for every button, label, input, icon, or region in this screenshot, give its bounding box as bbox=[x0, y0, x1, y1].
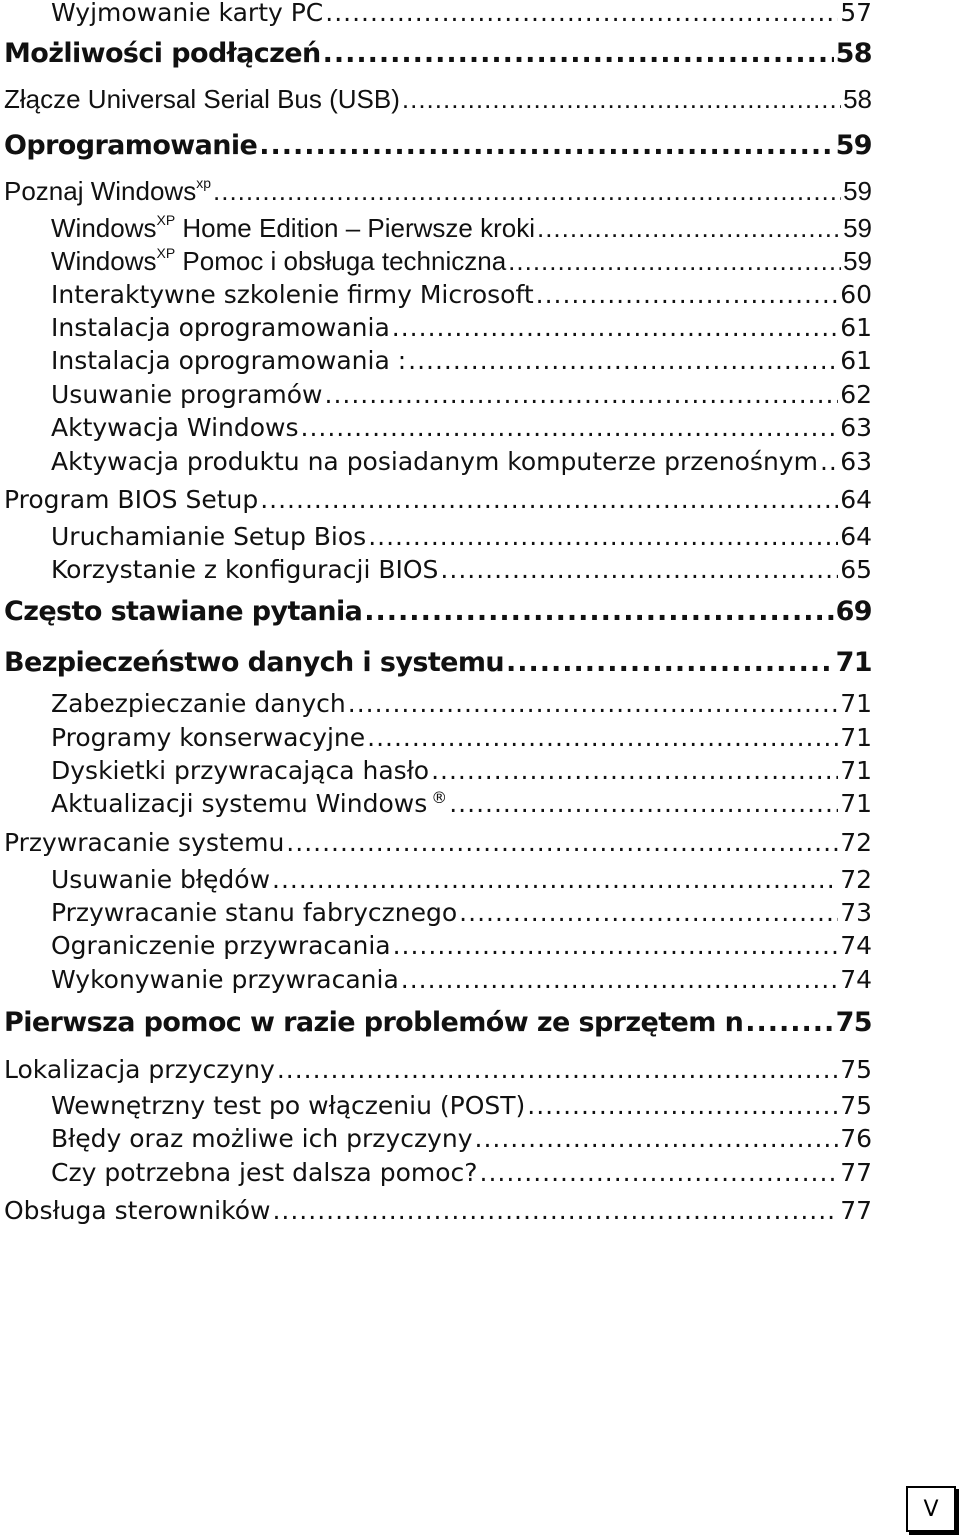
toc-entry[interactable] bbox=[0, 1126, 872, 1151]
toc-chapter-title: Pierwsza pomoc w razie problemów ze sprzętem n bbox=[4, 1007, 744, 1038]
toc-entry-title: Uruchamianie Setup Bios bbox=[51, 522, 367, 551]
dot-leader bbox=[408, 348, 838, 373]
toc-chapter[interactable] bbox=[0, 1009, 872, 1036]
toc-entry[interactable] bbox=[0, 449, 872, 474]
toc-entry-page: 63 bbox=[840, 413, 872, 442]
toc-entry[interactable] bbox=[0, 758, 872, 783]
toc-entry-page: 71 bbox=[840, 756, 872, 785]
registered-mark: ® bbox=[431, 787, 448, 807]
toc-chapter-page: 75 bbox=[835, 1007, 872, 1038]
toc-chapter-page: 71 bbox=[835, 647, 872, 678]
toc-section-page: 77 bbox=[840, 1196, 872, 1225]
dot-leader bbox=[213, 178, 841, 204]
toc-entry-title: Windows$^{XP}$ Pomoc i obsługa techniczna bbox=[51, 245, 507, 276]
toc-entry-title: Błędy oraz możliwe ich przyczyny bbox=[51, 1124, 473, 1153]
dot-leader bbox=[392, 315, 838, 340]
toc-entry[interactable] bbox=[0, 86, 872, 112]
dot-leader bbox=[480, 1160, 839, 1185]
dot-leader bbox=[393, 933, 839, 958]
superscript: XP bbox=[156, 212, 176, 229]
toc-section-page: 75 bbox=[840, 1055, 872, 1084]
dot-leader bbox=[325, 0, 838, 25]
toc-chapter-page: 59 bbox=[835, 130, 872, 161]
toc-entry-title: Złącze Universal Serial Bus (USB) bbox=[4, 84, 400, 114]
page-number-badge: V bbox=[906, 1486, 956, 1532]
toc-entry-page: 62 bbox=[840, 380, 872, 409]
toc-entry-page: 63 bbox=[840, 447, 872, 476]
dot-leader bbox=[277, 1057, 838, 1082]
toc-section-title: Lokalizacja przyczyny bbox=[4, 1055, 275, 1084]
toc-entry-title: Wyjmowanie karty PC bbox=[51, 0, 324, 27]
toc-chapter[interactable] bbox=[0, 649, 872, 676]
toc-entry-page: 73 bbox=[840, 898, 872, 927]
dot-leader bbox=[348, 691, 838, 716]
toc-entry-page: 58 bbox=[843, 84, 872, 114]
toc-entry[interactable] bbox=[0, 1160, 872, 1185]
toc-entry[interactable] bbox=[0, 967, 872, 992]
toc-entry[interactable] bbox=[0, 691, 872, 716]
toc-chapter[interactable] bbox=[0, 132, 872, 159]
toc-entry-page: 61 bbox=[840, 313, 872, 342]
dot-leader bbox=[475, 1126, 839, 1151]
toc-entry[interactable] bbox=[0, 175, 872, 206]
dot-leader bbox=[401, 967, 838, 992]
dot-leader bbox=[508, 248, 841, 274]
toc-chapter-title: Bezpieczeństwo danych i systemu bbox=[4, 647, 504, 678]
toc-entry-page: 76 bbox=[840, 1124, 872, 1153]
toc-entry-title: Poznaj Windows$^{xp}$ bbox=[4, 175, 211, 206]
toc-chapter-page: 69 bbox=[835, 596, 872, 627]
toc-entry[interactable] bbox=[0, 282, 872, 307]
toc-entry-page: 75 bbox=[840, 1091, 872, 1120]
toc-entry-title: Interaktywne szkolenie firmy Microsoft bbox=[51, 280, 534, 309]
toc-entry-page: 72 bbox=[840, 865, 872, 894]
toc-entry-page: 57 bbox=[840, 0, 872, 27]
dot-leader bbox=[367, 725, 838, 750]
toc-entry[interactable] bbox=[0, 867, 872, 892]
toc-section-title: Obsługa sterowników bbox=[4, 1196, 271, 1225]
toc-entry[interactable] bbox=[0, 933, 872, 958]
dot-leader bbox=[745, 1009, 833, 1036]
toc-entry[interactable] bbox=[0, 382, 872, 407]
dot-leader bbox=[506, 649, 834, 676]
toc-entry-title: Ograniczenie przywracania bbox=[51, 931, 391, 960]
toc-entry-page: 65 bbox=[840, 555, 872, 584]
toc-entry[interactable] bbox=[0, 725, 872, 750]
toc-entry-title: Wykonywanie przywracania bbox=[51, 965, 399, 994]
toc-section[interactable] bbox=[0, 1057, 872, 1082]
toc-entry-page: 71 bbox=[840, 689, 872, 718]
dot-leader bbox=[286, 830, 838, 855]
toc-entry-title: Wewnętrzny test po włączeniu (POST) bbox=[51, 1091, 526, 1120]
toc-entry-page: 77 bbox=[840, 1158, 872, 1187]
dot-leader bbox=[323, 40, 834, 67]
toc-section[interactable] bbox=[0, 1198, 872, 1223]
dot-leader bbox=[449, 791, 838, 816]
toc-chapter[interactable] bbox=[0, 40, 872, 67]
toc-entry-title: Programy konserwacyjne bbox=[51, 723, 366, 752]
toc-chapter-title: Oprogramowanie bbox=[4, 130, 258, 161]
dot-leader bbox=[440, 557, 838, 582]
toc-entry-page: 61 bbox=[840, 346, 872, 375]
toc-entry-page: 74 bbox=[840, 931, 872, 960]
toc-entry[interactable] bbox=[0, 212, 872, 243]
toc-entry-title: Instalacja oprogramowania : bbox=[51, 346, 407, 375]
toc-entry-title: Przywracanie stanu fabrycznego bbox=[51, 898, 458, 927]
dot-leader bbox=[536, 282, 839, 307]
dot-leader bbox=[537, 215, 841, 241]
toc-section-title: Program BIOS Setup bbox=[4, 485, 259, 514]
toc-entry-title: Windows$^{XP}$ Home Edition – Pierwsze kroki bbox=[51, 212, 535, 243]
toc-entry[interactable] bbox=[0, 245, 872, 276]
toc-section-page: 64 bbox=[840, 485, 872, 514]
toc-entry[interactable] bbox=[0, 900, 872, 925]
toc-entry-title: Aktywacja produktu na posiadanym komputerze przenośnym bbox=[51, 447, 818, 476]
toc-chapter-title: Często stawiane pytania bbox=[4, 596, 363, 627]
dot-leader bbox=[301, 415, 839, 440]
dot-leader bbox=[364, 598, 833, 625]
dot-leader bbox=[402, 86, 841, 112]
toc-entry-title: Aktualizacji systemu Windows ® bbox=[51, 787, 448, 818]
toc-entry-title: Instalacja oprogramowania bbox=[51, 313, 390, 342]
toc-entry[interactable] bbox=[0, 524, 872, 549]
toc-section-title: Przywracanie systemu bbox=[4, 828, 285, 857]
dot-leader bbox=[368, 524, 838, 549]
dot-leader bbox=[459, 900, 838, 925]
toc-chapter-page: 58 bbox=[835, 38, 872, 69]
toc-section-page: 72 bbox=[840, 828, 872, 857]
toc-entry-page: 74 bbox=[840, 965, 872, 994]
toc-section[interactable] bbox=[0, 487, 872, 512]
toc-entry-title: Zabezpieczanie danych bbox=[51, 689, 346, 718]
toc-entry[interactable] bbox=[0, 1093, 872, 1118]
dot-leader bbox=[527, 1093, 838, 1118]
dot-leader bbox=[820, 449, 838, 474]
toc-entry-title: Czy potrzebna jest dalsza pomoc? bbox=[51, 1158, 478, 1187]
toc-entry[interactable] bbox=[0, 415, 872, 440]
toc-entry[interactable] bbox=[0, 0, 872, 25]
dot-leader bbox=[272, 1198, 838, 1223]
toc-chapter[interactable] bbox=[0, 598, 872, 625]
toc-section[interactable] bbox=[0, 830, 872, 855]
toc-entry[interactable] bbox=[0, 315, 872, 340]
toc-entry-page: 60 bbox=[840, 280, 872, 309]
dot-leader bbox=[431, 758, 838, 783]
toc-entry-title: Korzystanie z konfiguracji BIOS bbox=[51, 555, 439, 584]
toc-entry-page: 71 bbox=[840, 789, 872, 818]
dot-leader bbox=[325, 382, 839, 407]
toc-entry[interactable] bbox=[0, 557, 872, 582]
toc-entry-page: 59 bbox=[843, 176, 872, 206]
toc-entry-title: Usuwanie błędów bbox=[51, 865, 271, 894]
toc-entry[interactable] bbox=[0, 787, 872, 818]
toc-entry-page: 59 bbox=[843, 246, 872, 276]
superscript: xp bbox=[196, 175, 211, 192]
toc-entry-title: Dyskietki przywracająca hasło bbox=[51, 756, 430, 785]
toc-entry-page: 71 bbox=[840, 723, 872, 752]
toc-chapter-title: Możliwości podłączeń bbox=[4, 38, 321, 69]
dot-leader bbox=[272, 867, 838, 892]
toc-entry[interactable] bbox=[0, 348, 872, 373]
toc-entry-title: Aktywacja Windows bbox=[51, 413, 299, 442]
toc-entry-page: 64 bbox=[840, 522, 872, 551]
superscript: XP bbox=[156, 245, 176, 262]
toc-entry-title: Usuwanie programów bbox=[51, 380, 323, 409]
toc-entry-page: 59 bbox=[843, 213, 872, 243]
dot-leader bbox=[259, 132, 833, 159]
dot-leader bbox=[260, 487, 838, 512]
